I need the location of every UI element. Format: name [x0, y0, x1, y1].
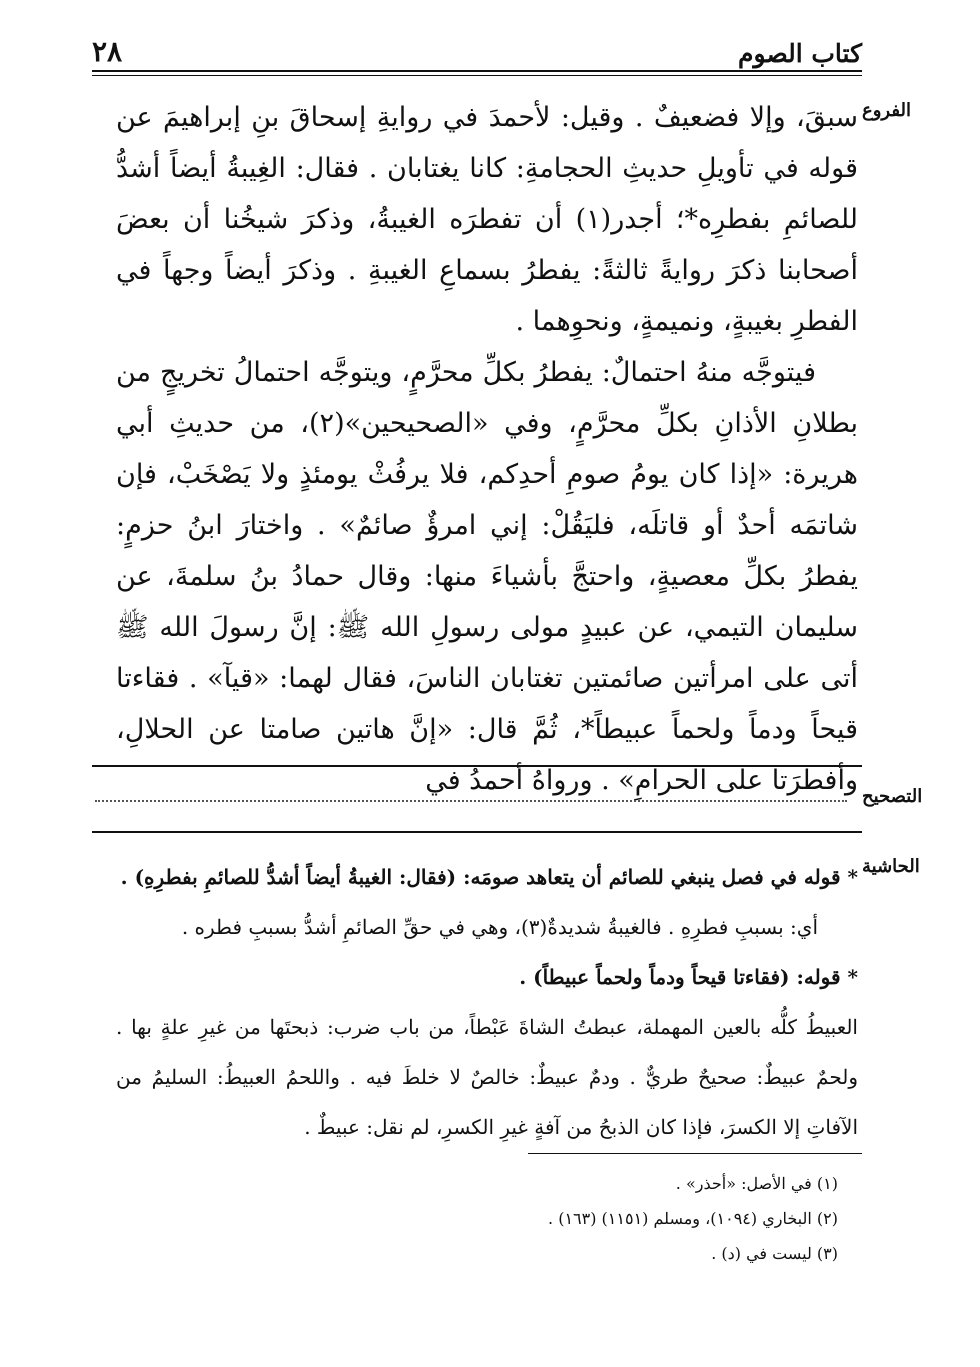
- footnote-2: (٢) البخاري (١٠٩٤)، ومسلم (١١٥١) (١٦٣) .: [548, 1209, 838, 1228]
- page-number: ٢٨: [92, 35, 123, 68]
- label-hashiya: الحاشية: [862, 856, 920, 877]
- footnote-rule: [528, 1153, 862, 1154]
- hashiya-note-2-head: * قوله: (فقاءتا قيحاً ودماً ولحماً عبيطاً) .: [519, 965, 858, 989]
- footnotes: [116, 1166, 858, 1271]
- main-paragraph-1: سبقَ، وإلا فضعيفٌ . وقيل: لأحمدَ في روايةِ إسحاقَ بنِ إبراهيمَ عن قوله في تأويلِ حديثِ الحجامةِ: كانا يغتابان . فقال: الغِيبةُ أيضاً أشدُّ للصائمِ بفطرِه*؛ أجدر(١) أن تفطرَه الغيبةُ، وذكرَ شيخُنا أن بعضَ أصحابنا ذكرَ روايةً ثالثةً: يفطرُ بسماعِ الغيبةِ . وذكرَ أيضاً وجهاً في الفطرِ بغيبةٍ، ونميمةٍ، ونحوِهما .: [116, 102, 858, 337]
- footnote-3: (٣) ليست في (د) .: [711, 1244, 838, 1263]
- hashiya-note-2-body: العبيطُ كلُّه بالعين المهملة، عبطتُ الشاةَ عَبْطاً، من باب ضرب: ذبحتَها من غيرِ علةٍ بها . ولحمٌ عبيطٌ: صحيحٌ طريٌّ . ودمٌ عبيطٌ: خالصٌ لا خلطَ فيه . واللحمُ العبيطُ: السليمُ من الآفاتِ إلا الكسرَ، فإذا كان الذبحُ من آفةٍ غيرِ الكسرِ، لم نقل: عبيطٌ .: [116, 1015, 858, 1139]
- main-text: [116, 92, 858, 806]
- header-rule-thin: [92, 75, 862, 76]
- header-rule: [92, 70, 862, 72]
- tashih-dotted-line: [95, 786, 847, 802]
- hashiya-note-1-body: أي: بسببِ فطرِهِ . فالغيبةُ شديدةٌ(٣)، وهي في حقِّ الصائمِ أشدُّ بسببِ فطره .: [181, 915, 818, 939]
- book-title: كتاب الصوم: [738, 39, 862, 68]
- hashiya-note-1-head: * قوله في فصل ينبغي للصائم أن يتعاهد صومَه: (فقال: الغيبةُ أيضاً أشدُّ للصائمِ بفطرِهِ) .: [120, 865, 858, 889]
- page-header: [92, 28, 862, 68]
- hashiya-text: [116, 852, 858, 1152]
- main-paragraph-2: فيتوجَّه منهُ احتمالٌ: يفطرُ بكلِّ محرَّمٍ، ويتوجَّه احتمالُ تخريجٍ من بطلانِ الأذانِ بكلِّ محرَّمٍ، وفي «الصحيحين»(٢)، من حديثِ أبي هريرة: «إذا كان يومُ صومِ أحدِكم، فلا يرفُثْ يومئذٍ ولا يَصْخَبْ، فإن شاتمَه أحدٌ أو قاتلَه، فليَقُلْ: إني امرؤٌ صائمٌ» . واختارَ ابنُ حزمٍ: يفطرُ بكلِّ معصيةٍ، واحتجَّ بأشياءَ منها: وقال حمادُ بنُ سلمةَ، عن سليمان التيمي، عن عبيدٍ مولى رسولِ الله ﷺ: إنَّ رسولَ الله ﷺ أتى على امرأتين صائمتين تغتابان الناسَ، فقال لهما: «قيآ» . فقاءتا قيحاً ودماً ولحماً عبيطاً*، ثُمَّ قال: «إنَّ هاتين صامتا عن الحلالِ، وأفطرَتا على الحرامِ» . ورواهُ أحمدُ في: [116, 357, 858, 796]
- label-furu: الفروع: [862, 100, 911, 121]
- footnote-1: (١) في الأصل: «أحذر» .: [675, 1174, 838, 1193]
- label-tashih: التصحيح: [862, 786, 923, 807]
- section-divider: [92, 765, 862, 767]
- section-divider-2: [92, 831, 862, 833]
